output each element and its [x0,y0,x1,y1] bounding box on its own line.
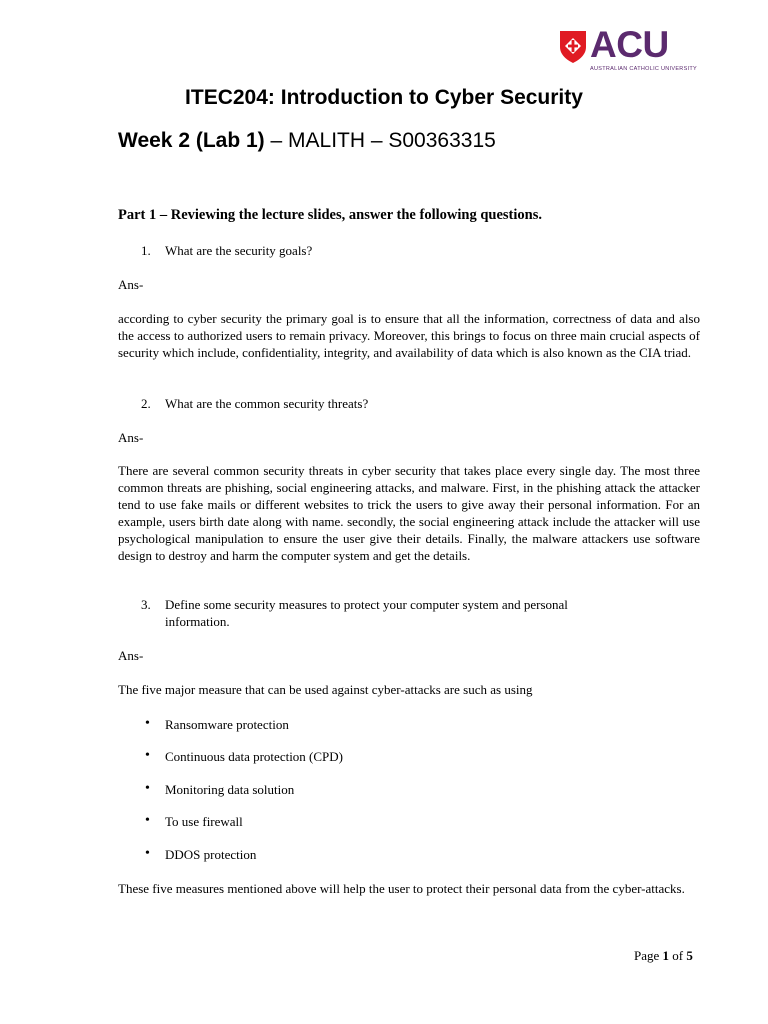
bullet-icon: • [145,748,150,763]
logo-subtext: AUSTRALIAN CATHOLIC UNIVERSITY [590,66,697,72]
answer-paragraph: There are several common security threats in cyber security that takes place every single day. The most three common threats are phishing, social engineering attacks, and malware. First, in the phishing attack the attacker tend to use fake mails or different websites to trick the users to give away their personal information. For an example, users birth date along with name. secondly, the social engineering attack include the attacker will use psychological manipulation to ensure the user give their details. Finally, the malware attackers use software design to destroy and harm the computer system and get the details. [118,463,700,563]
answer-label: Ans- [118,430,144,445]
answer-label: Ans- [118,648,144,663]
bullet-icon: • [145,846,150,861]
logo-wordmark: ACU [590,24,669,65]
answer-paragraph: according to cyber security the primary goal is to ensure that all the information, correctness of data and also the access to authorized users to remain privacy. Moreover, this brings to focus on three main crucial aspects of security which include, confidentiality, integrity, and availability of data which is also known as the CIA triad. [118,311,700,360]
document-subtitle [118,129,496,153]
acu-logo [559,24,699,76]
shield-cross-icon [559,30,587,64]
answer-intro: The five major measure that can be used against cyber-attacks are such as using [118,682,533,697]
bullet-icon: • [145,716,150,731]
question-text: What are the security goals? [165,243,313,258]
total-pages: 5 [686,948,693,963]
question-number: 1. [141,243,151,258]
author-id: – MALITH – S00363315 [264,129,496,152]
question-text: What are the common security threats? [165,396,369,411]
bullet-icon: • [145,781,150,796]
question-text: Define some security measures to protect your computer system and personal [165,597,568,612]
answer-closing: These five measures mentioned above will help the user to protect their personal data from the cyber-attacks. [118,881,685,896]
answer-label: Ans- [118,277,144,292]
question-number: 2. [141,396,151,411]
week-label: Week 2 (Lab 1) [118,129,265,152]
question-text-continued: information. [165,614,230,629]
page-number: Page 1 of 5 [634,948,693,963]
current-page: 1 [662,948,670,963]
bullet-icon: • [145,813,150,828]
document-page: ACU AUSTRALIAN CATHOLIC UNIVERSITY ITEC204: Introduction to Cyber Security Week 2 (Lab 1) – MALITH – S00363315 Part 1 – Reviewing the lecture slides, answer the following questions. 1. What are the security goals? Ans- according to cyber security the primary goal is to ensure that all the information, correctness of data and also the access to authorized users to remain privacy. Moreover, this brings to focus on three main crucial aspects of security which include, confidentiality, integrity, and availability of data which is also known as the CIA triad. 2. What are the common security threats? Ans- There are several common security threats in cyber security that takes place every single day. The most three common threats are phishing, social engineering attacks, and malware. First, in the phishing attack the attacker tend to use fake mails or different websites to trick the users to give away their personal information. For an example, users birth date along with name. secondly, the social engineering attack include the attacker will use psychological manipulation to ensure the user give their details. Finally, the malware attackers use software design to destroy and harm the computer system and get the details. 3. Define some security measures to protect your computer system and personal information. Ans- The five major measure that can be used against cyber-attacks are such as using • Ransomware protection • Continuous data protection (CPD) • Monitoring data solution • To use firewall • DDOS protection These five measures mentioned above will help the user to protect their personal data from the cyber-attacks. Page 1 of 5 [0,0,768,1024]
part-heading: Part 1 – Reviewing the lecture slides, answer the following questions. [118,207,542,223]
document-title: ITEC204: Introduction to Cyber Security [185,86,583,109]
question-number: 3. [141,597,151,612]
